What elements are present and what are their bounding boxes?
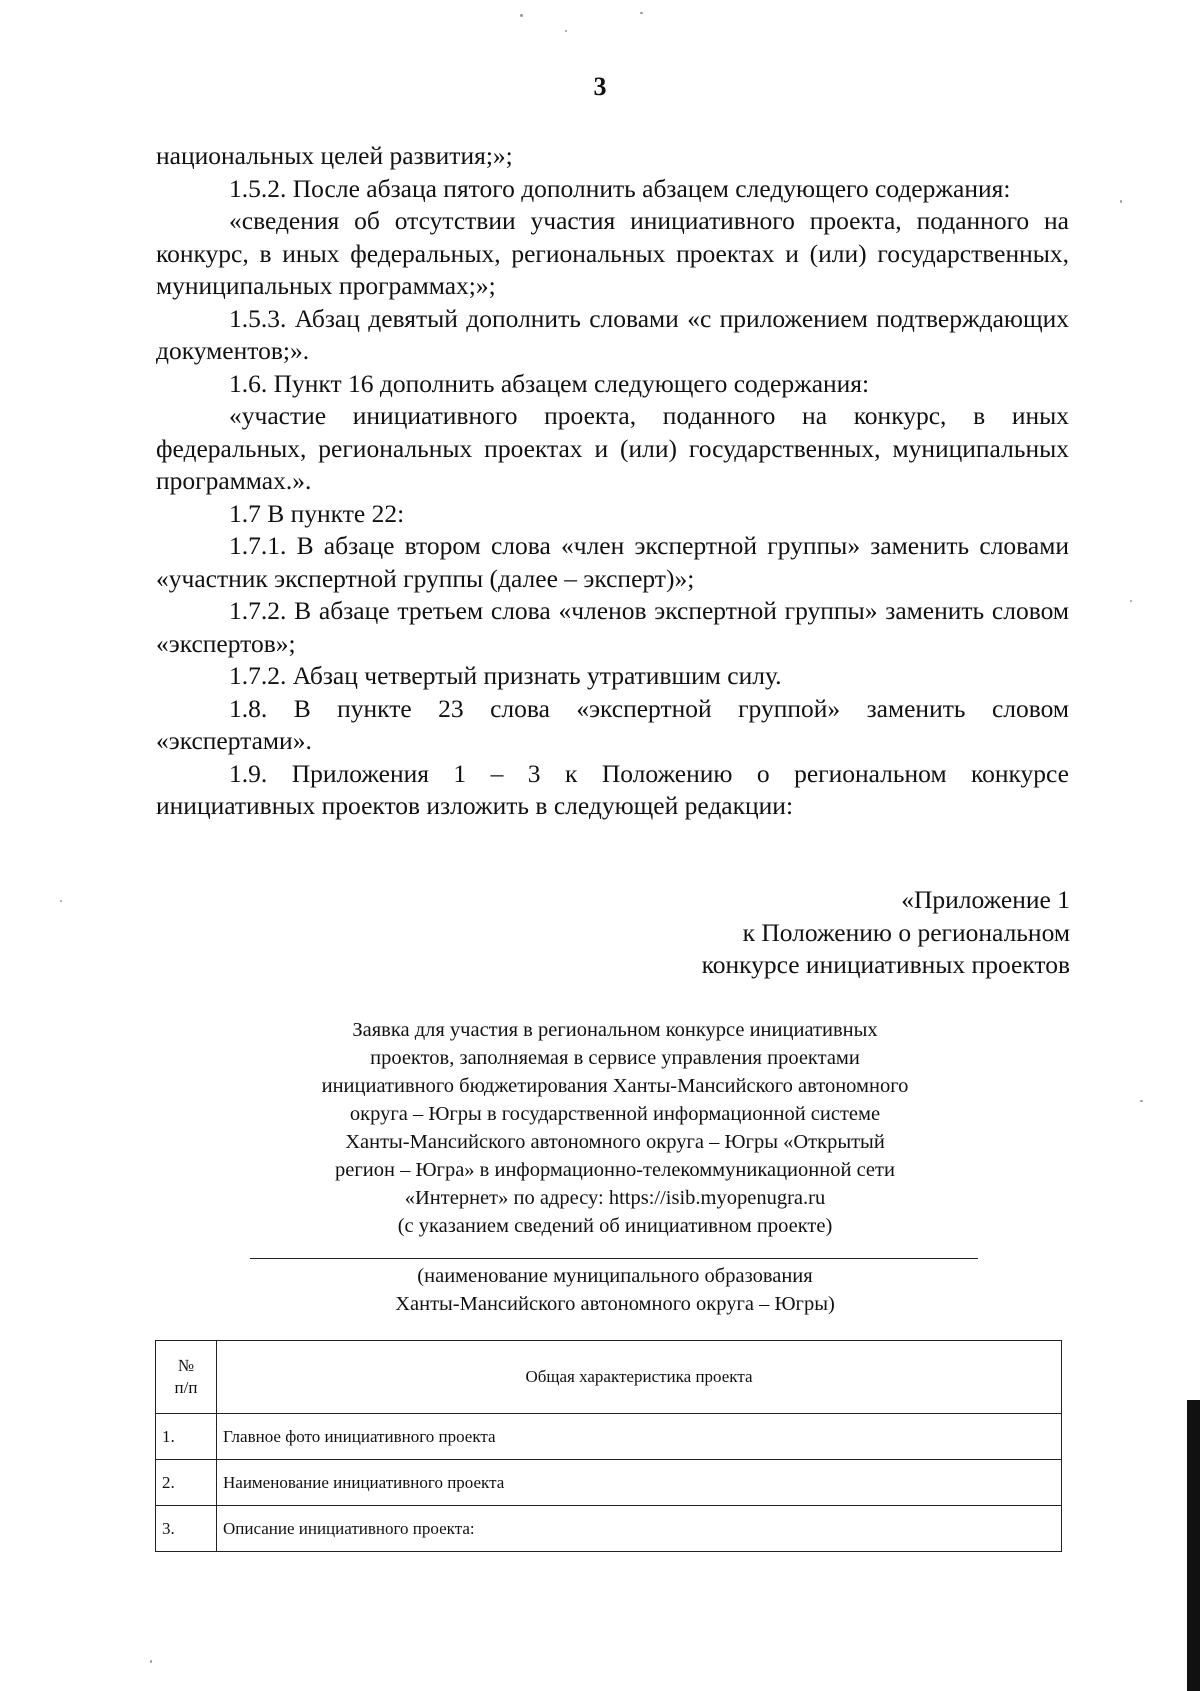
paragraph-12: 1.9. Приложения 1 – 3 к Положению о региональном конкурсе инициативных проектов изложить в следующей редакции: <box>156 758 1069 820</box>
request-title <box>220 1016 1010 1240</box>
row-number: 3. <box>156 1506 217 1552</box>
paragraph-6: «участие инициативного проекта, поданного на конкурс, в иных федеральных, региональных проектах и (или) государственных, муниципальных программах.». <box>156 401 1069 495</box>
request-title-line: округа – Югры в государственной информационной системе <box>349 1103 881 1125</box>
table-header-row <box>156 1341 1062 1414</box>
page-number: 3 <box>593 72 607 101</box>
appendix-heading-line: к Положению о региональном <box>742 917 1070 947</box>
scan-speck <box>1140 1100 1143 1102</box>
header-characteristic: Общая характеристика проекта <box>217 1341 1062 1414</box>
request-title-line: (с указанием сведений об инициативном проекте) <box>397 1215 833 1237</box>
scan-speck <box>150 1660 152 1663</box>
paragraph-8: 1.7.1. В абзаце втором слова «член экспертной группы» заменить словами «участник экспертной группы (далее – эксперт)»; <box>156 531 1069 593</box>
scan-speck <box>1130 600 1132 602</box>
paragraph-1: национальных целей развития;»; <box>156 141 513 170</box>
scan-speck <box>1120 200 1122 203</box>
request-title-line: Ханты-Мансийского автономного округа – Югры «Открытый <box>345 1131 885 1153</box>
header-number-line: п/п <box>174 1378 198 1397</box>
caption-line: (наименование муниципального образования <box>417 1265 813 1287</box>
request-title-line: проектов, заполняемая в сервисе управления проектами <box>370 1047 860 1069</box>
row-number: 2. <box>156 1460 217 1506</box>
request-title-line: регион – Югра» в информационно-телекоммуникационной сети <box>335 1159 895 1181</box>
municipality-name-caption <box>220 1262 1010 1318</box>
header-number <box>156 1341 217 1414</box>
row-text: Наименование инициативного проекта <box>217 1460 1062 1506</box>
body-text <box>156 140 1069 823</box>
table-row <box>156 1506 1062 1552</box>
paragraph-2: 1.5.2. После абзаца пятого дополнить абзацем следующего содержания: <box>229 173 1011 203</box>
paragraph-3: «сведения об отсутствии участия инициативного проекта, поданного на конкурс, в иных федеральных, региональных проектах и (или) государственных, муниципальных программах;»; <box>156 206 1069 300</box>
appendix-heading-line: «Приложение 1 <box>901 885 1070 914</box>
paragraph-4: 1.5.3. Абзац девятый дополнить словами «с приложением подтверждающих документов;». <box>156 303 1069 365</box>
scan-speck <box>565 30 567 32</box>
scan-edge-shadow <box>1187 1400 1200 1691</box>
table-row <box>156 1460 1062 1506</box>
header-number-line: № <box>177 1356 195 1375</box>
scan-speck <box>60 900 62 902</box>
paragraph-9: 1.7.2. В абзаце третьем слова «членов экспертной группы» заменить словом «экспертов»; <box>156 596 1069 658</box>
row-text: Описание инициативного проекта: <box>217 1506 1062 1552</box>
caption-line: Ханты-Мансийского автономного округа – Югры) <box>395 1293 835 1315</box>
request-title-line: инициативного бюджетирования Ханты-Мансийского автономного <box>321 1075 909 1097</box>
scan-speck <box>640 12 643 14</box>
appendix-heading-line: конкурсе инициативных проектов <box>701 950 1070 979</box>
paragraph-7: 1.7 В пункте 22: <box>229 498 405 528</box>
row-number: 1. <box>156 1414 217 1460</box>
appendix-heading <box>560 884 1070 982</box>
municipality-name-line <box>250 1258 978 1259</box>
paragraph-10: 1.7.2. Абзац четвертый признать утратившим силу. <box>229 661 782 690</box>
table-row <box>156 1414 1062 1460</box>
paragraph-11: 1.8. В пункте 23 слова «экспертной группой» заменить словом «экспертами». <box>156 693 1069 755</box>
request-title-line: «Интернет» по адресу: https://isib.myopenugra.ru <box>404 1187 826 1209</box>
project-table <box>155 1340 1062 1552</box>
scan-speck <box>520 14 523 17</box>
paragraph-5: 1.6. Пункт 16 дополнить абзацем следующего содержания: <box>229 368 870 398</box>
row-text: Главное фото инициативного проекта <box>217 1414 1062 1460</box>
request-title-line: Заявка для участия в региональном конкурсе инициативных <box>352 1019 878 1041</box>
